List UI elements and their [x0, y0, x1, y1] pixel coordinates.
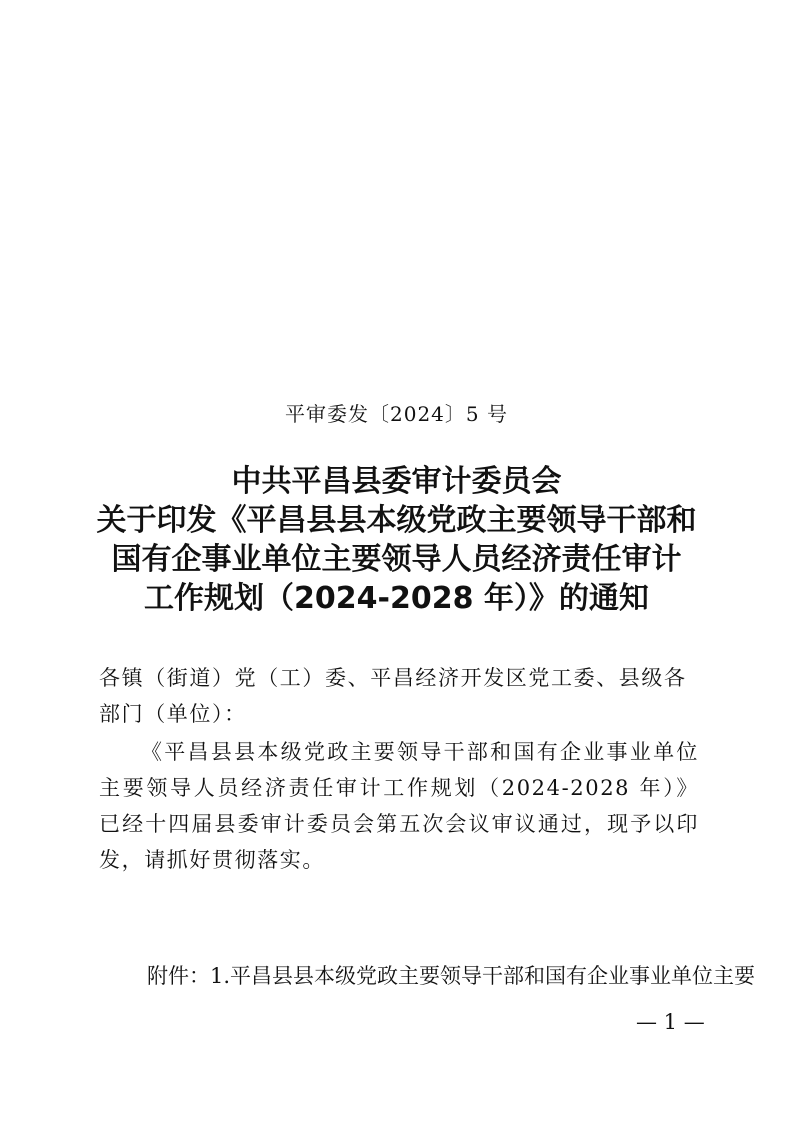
title-line-2: 关于印发《平昌县县本级党政主要领导干部和	[96, 503, 697, 538]
attachment-line	[147, 960, 756, 992]
recipient-line: 各镇（街道）党（工）委、平昌经济开发区党工委、县级各部门（单位）：	[99, 666, 687, 726]
attachment-item: 1.平昌县县本级党政主要领导干部和国有企业事业单位主要	[210, 964, 756, 988]
document-number: 平审委发〔2024〕5 号	[285, 402, 508, 426]
document-title	[0, 462, 793, 618]
attachment-label: 附件：	[147, 964, 210, 988]
title-line-4: 工作规划（2024-2028 年）》的通知	[144, 581, 649, 616]
page-number: — 1 —	[636, 1010, 705, 1034]
title-line-1: 中共平昌县委审计委员会	[231, 464, 562, 499]
body-paragraph: 《平昌县县本级党政主要领导干部和国有企业事业单位主要领导人员经济责任审计工作规划（2024-2028 年）》已经十四届县委审计委员会第五次会议审议通过，现予以印发，请抓好贯彻落实。	[99, 740, 699, 872]
title-line-3: 国有企事业单位主要领导人员经济责任审计	[111, 542, 682, 577]
